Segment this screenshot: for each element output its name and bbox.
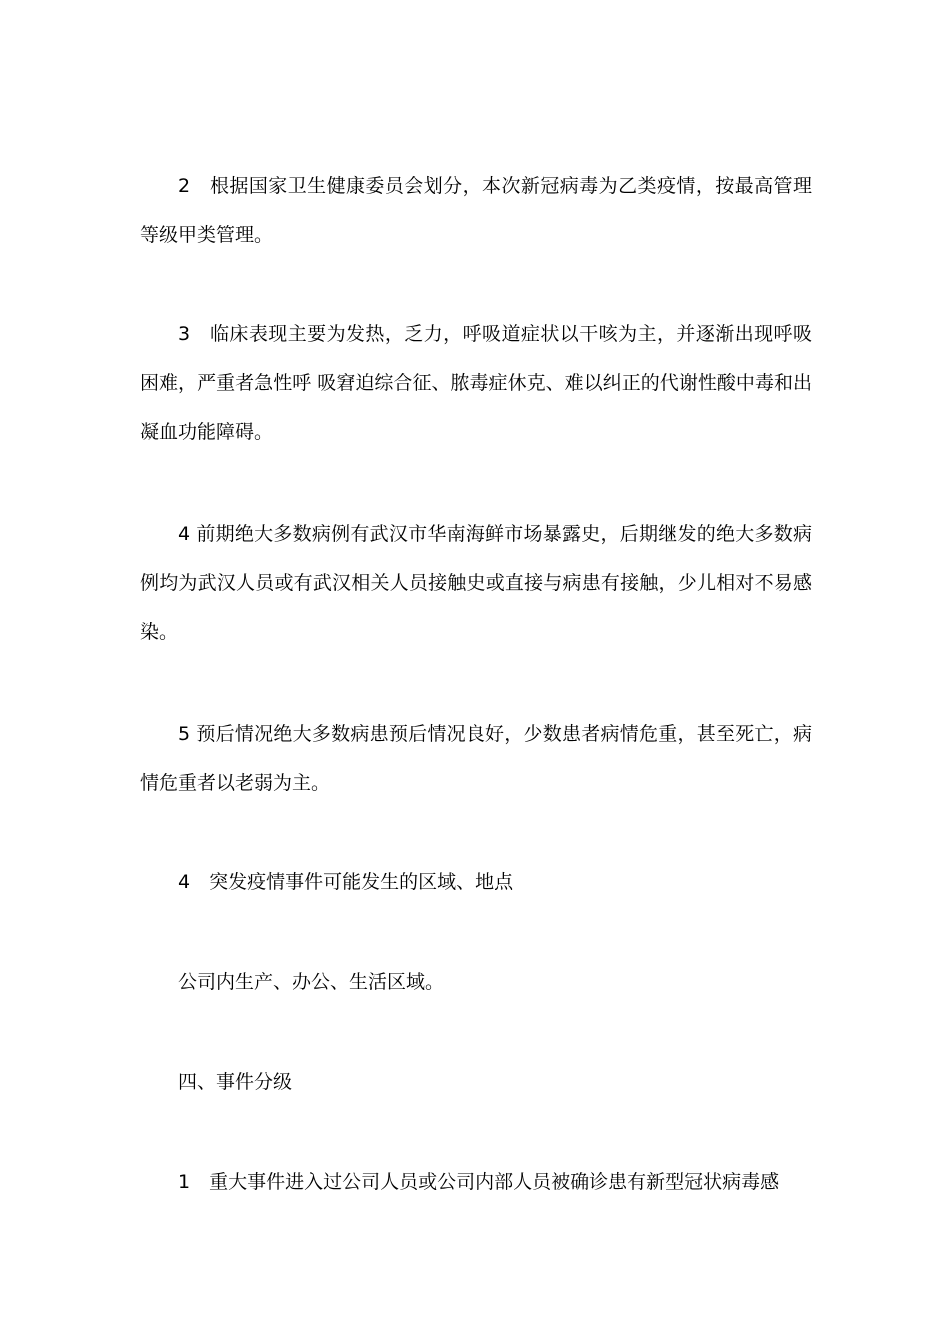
section-4-heading-areas: 4 突发疫情事件可能发生的区域、地点: [178, 871, 514, 893]
paragraph-4-exposure-history: 4 前期绝大多数病例有武汉市华南海鲜市场暴露史，后期继发的绝大多数病例均为武汉人员或有武汉相关人员接触史或直接与病患有接触，少儿相对不易感染。: [140, 523, 812, 643]
section-heading-event-classification: 四、事件分级: [178, 1071, 293, 1093]
paragraph-1-major-event: 1 重大事件进入过公司人员或公司内部人员被确诊患有新型冠状病毒感: [178, 1171, 780, 1193]
paragraph-3-clinical-symptoms: 3 临床表现主要为发热，乏力，呼吸道症状以干咳为主，并逐渐出现呼吸困难，严重者急性呼 吸窘迫综合征、脓毒症休克、难以纠正的代谢性酸中毒和出凝血功能障碍。: [140, 323, 812, 443]
paragraph-2-classification: 2 根据国家卫生健康委员会划分，本次新冠病毒为乙类疫情，按最高管理等级甲类管理。: [140, 175, 812, 246]
paragraph-5-prognosis: 5 预后情况绝大多数病患预后情况良好，少数患者病情危重，甚至死亡，病情危重者以老弱为主。: [140, 723, 812, 794]
paragraph-areas-description: 公司内生产、办公、生活区域。: [178, 971, 445, 993]
